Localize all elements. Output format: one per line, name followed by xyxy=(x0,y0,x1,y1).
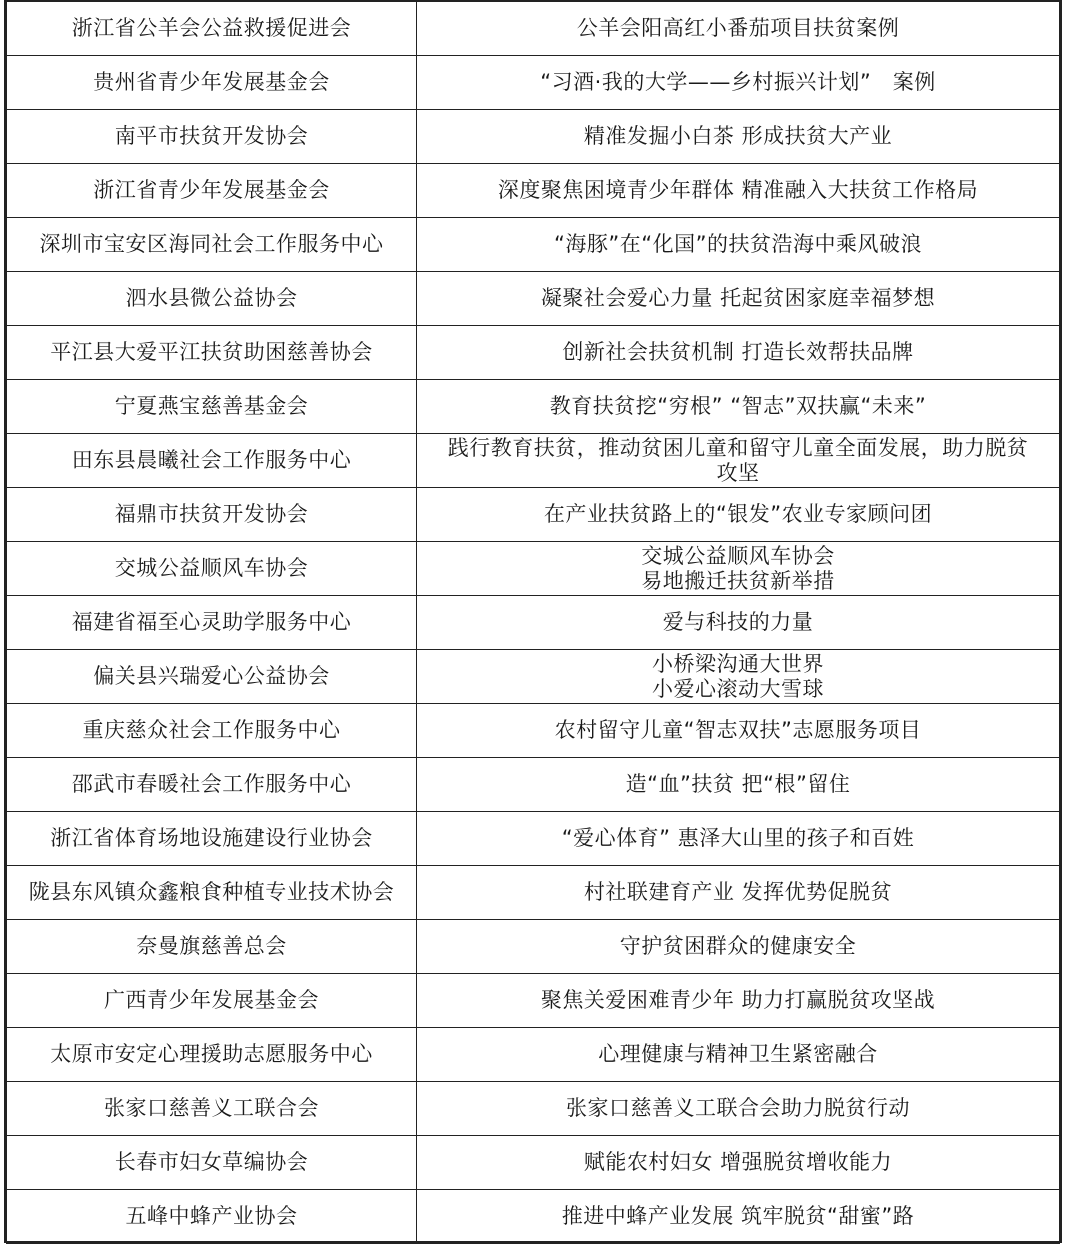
project-title-cell xyxy=(417,812,1060,866)
table-row xyxy=(7,758,1060,812)
project-title-cell xyxy=(417,1082,1060,1136)
project-title-line: 守护贫困群众的健康安全 xyxy=(619,934,857,958)
table-row xyxy=(7,974,1060,1028)
org-name-cell xyxy=(7,812,417,866)
project-title-line: 村社联建育产业 发挥优势促脱贫 xyxy=(583,880,893,904)
project-title-cell xyxy=(417,218,1060,272)
project-title-line: 公羊会阳高红小番茄项目扶贫案例 xyxy=(576,16,900,40)
project-title-cell xyxy=(417,1136,1060,1190)
table-row xyxy=(7,920,1060,974)
table-row xyxy=(7,110,1060,164)
table-row xyxy=(7,866,1060,920)
table-row xyxy=(7,218,1060,272)
project-title-line: 心理健康与精神卫生紧密融合 xyxy=(598,1042,878,1066)
org-name: 陇县东风镇众鑫粮食种植专业技术协会 xyxy=(28,880,395,904)
project-title-line: “爱心体育” 惠泽大山里的孩子和百姓 xyxy=(561,826,915,850)
project-title-cell xyxy=(417,974,1060,1028)
org-name-cell xyxy=(7,218,417,272)
org-name: 广西青少年发展基金会 xyxy=(104,988,319,1012)
org-name-cell xyxy=(7,1028,417,1082)
table-row xyxy=(7,56,1060,110)
org-name-cell xyxy=(7,488,417,542)
project-title-line: 小爱心滚动大雪球 xyxy=(652,676,824,701)
project-title-cell xyxy=(417,1190,1060,1244)
project-title-line: 凝聚社会爱心力量 托起贫困家庭幸福梦想 xyxy=(540,286,936,310)
org-name-cell xyxy=(7,326,417,380)
org-name: 福鼎市扶贫开发协会 xyxy=(114,502,309,526)
table-row xyxy=(7,326,1060,380)
project-title-cell xyxy=(417,380,1060,434)
table-row xyxy=(7,2,1060,56)
org-name: 福建省福至心灵助学服务中心 xyxy=(71,610,352,634)
org-name-cell xyxy=(7,974,417,1028)
project-title-cell xyxy=(417,650,1060,704)
project-title-cell xyxy=(417,758,1060,812)
org-name-cell xyxy=(7,434,417,488)
org-name-cell xyxy=(7,380,417,434)
org-name-cell xyxy=(7,2,417,56)
org-name-cell xyxy=(7,650,417,704)
project-title-line: 聚焦关爱困难青少年 助力打赢脱贫攻坚战 xyxy=(540,988,936,1012)
project-title-line: 创新社会扶贫机制 打造长效帮扶品牌 xyxy=(562,340,914,364)
org-name-cell xyxy=(7,866,417,920)
table-row xyxy=(7,488,1060,542)
org-name: 长春市妇女草编协会 xyxy=(114,1150,309,1174)
org-name: 宁夏燕宝慈善基金会 xyxy=(114,394,309,418)
org-name: 重庆慈众社会工作服务中心 xyxy=(82,718,341,742)
org-name-cell xyxy=(7,542,417,596)
org-name: 交城公益顺风车协会 xyxy=(114,556,309,580)
org-name-cell xyxy=(7,1190,417,1244)
project-title-cell xyxy=(417,920,1060,974)
org-name: 邵武市春暖社会工作服务中心 xyxy=(71,772,352,796)
project-title-cell xyxy=(417,1028,1060,1082)
project-title-line: 农村留守儿童“智志双扶”志愿服务项目 xyxy=(554,718,922,742)
table-row xyxy=(7,1028,1060,1082)
org-name-cell xyxy=(7,56,417,110)
table-row xyxy=(7,596,1060,650)
project-title-line: 践行教育扶贫，推动贫困儿童和留守儿童全面发展，助力脱贫 xyxy=(447,435,1029,460)
project-title-cell xyxy=(417,596,1060,650)
org-name-cell xyxy=(7,758,417,812)
project-title-line: 爱与科技的力量 xyxy=(662,610,814,634)
project-title-cell xyxy=(417,542,1060,596)
org-name: 泗水县微公益协会 xyxy=(125,286,298,310)
project-title-cell xyxy=(417,2,1060,56)
org-name-cell xyxy=(7,164,417,218)
table-row xyxy=(7,704,1060,758)
project-title-line: 易地搬迁扶贫新举措 xyxy=(641,568,835,593)
table-row xyxy=(7,812,1060,866)
project-title-cell xyxy=(417,866,1060,920)
org-name-cell xyxy=(7,596,417,650)
project-title-cell xyxy=(417,56,1060,110)
org-name-cell xyxy=(7,1136,417,1190)
table-row xyxy=(7,434,1060,488)
org-name: 张家口慈善义工联合会 xyxy=(104,1096,319,1120)
org-name-cell xyxy=(7,920,417,974)
table-row xyxy=(7,650,1060,704)
table-row xyxy=(7,1082,1060,1136)
case-table-container xyxy=(4,0,1062,1243)
case-table xyxy=(6,1,1060,1244)
org-name: 深圳市宝安区海同社会工作服务中心 xyxy=(39,232,384,256)
project-title-line: 在产业扶贫路上的“银发”农业专家顾问团 xyxy=(543,502,933,526)
table-row xyxy=(7,164,1060,218)
org-name: 五峰中蜂产业协会 xyxy=(125,1204,298,1228)
project-title-line: 教育扶贫挖“穷根” “智志”双扶赢“未来” xyxy=(549,394,927,418)
table-row xyxy=(7,1136,1060,1190)
project-title-cell xyxy=(417,326,1060,380)
project-title-cell xyxy=(417,434,1060,488)
table-row xyxy=(7,1190,1060,1244)
project-title-cell xyxy=(417,488,1060,542)
project-title-line: 造“血”扶贫 把“根”留住 xyxy=(625,772,851,796)
project-title-line: 攻坚 xyxy=(716,460,760,485)
project-title-line: 张家口慈善义工联合会助力脱贫行动 xyxy=(566,1096,910,1120)
project-title-line: “海豚”在“化国”的扶贫浩海中乘风破浪 xyxy=(553,232,923,256)
org-name: 平江县大爱平江扶贫助困慈善协会 xyxy=(50,340,373,364)
project-title-line: 小桥梁沟通大世界 xyxy=(652,651,824,676)
project-title-cell xyxy=(417,272,1060,326)
org-name: 奈曼旗慈善总会 xyxy=(136,934,287,958)
org-name: 浙江省体育场地设施建设行业协会 xyxy=(50,826,373,850)
org-name: 偏关县兴瑞爱心公益协会 xyxy=(93,664,330,688)
table-row xyxy=(7,380,1060,434)
org-name: 南平市扶贫开发协会 xyxy=(114,124,309,148)
project-title-line: 推进中蜂产业发展 筑牢脱贫“甜蜜”路 xyxy=(561,1204,915,1228)
project-title-line: “习酒·我的大学——乡村振兴计划” 案例 xyxy=(540,70,936,94)
project-title-cell xyxy=(417,110,1060,164)
org-name: 贵州省青少年发展基金会 xyxy=(93,70,330,94)
project-title-cell xyxy=(417,164,1060,218)
project-title-line: 深度聚焦困境青少年群体 精准融入大扶贫工作格局 xyxy=(497,178,979,202)
org-name: 田东县晨曦社会工作服务中心 xyxy=(71,448,352,472)
org-name: 浙江省青少年发展基金会 xyxy=(93,178,330,202)
project-title-cell xyxy=(417,704,1060,758)
table-row xyxy=(7,542,1060,596)
project-title-line: 赋能农村妇女 增强脱贫增收能力 xyxy=(583,1150,893,1174)
org-name-cell xyxy=(7,1082,417,1136)
org-name-cell xyxy=(7,272,417,326)
org-name: 浙江省公羊会公益救援促进会 xyxy=(71,16,352,40)
table-row xyxy=(7,272,1060,326)
org-name-cell xyxy=(7,704,417,758)
case-table-body xyxy=(7,2,1060,1244)
project-title-line: 精准发掘小白茶 形成扶贫大产业 xyxy=(583,124,893,148)
project-title-line: 交城公益顺风车协会 xyxy=(641,543,835,568)
org-name: 太原市安定心理援助志愿服务中心 xyxy=(50,1042,373,1066)
org-name-cell xyxy=(7,110,417,164)
